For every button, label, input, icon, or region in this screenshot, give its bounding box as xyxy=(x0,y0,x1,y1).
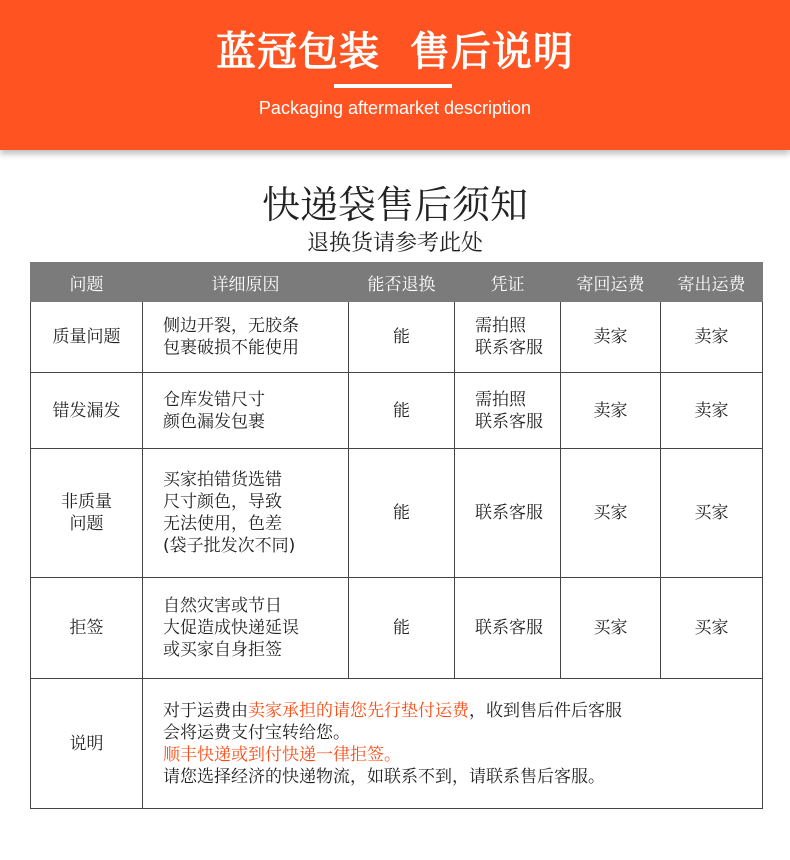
page-title: 快递袋售后须知 xyxy=(261,183,528,227)
table-row xyxy=(31,578,763,679)
returnable-cell: 能 xyxy=(349,449,455,578)
seller-fee-highlight: 卖家承担的请您先行垫付运费 xyxy=(248,700,469,721)
send-fee-cell: 买家 xyxy=(661,578,763,679)
header-reason: 详细原因 xyxy=(143,263,349,302)
proof-cell: 联系客服 xyxy=(455,578,561,679)
send-fee-cell: 买家 xyxy=(661,449,763,578)
header-problem: 问题 xyxy=(31,263,143,302)
page-subtitle: 退换货请参考此处 xyxy=(306,231,483,256)
table-row xyxy=(31,302,763,373)
problem-cell: 非质量 问题 xyxy=(31,449,143,578)
note-label: 说明 xyxy=(31,679,143,809)
reason-cell: 侧边开裂，无胶条 包裹破损不能使用 xyxy=(143,302,349,373)
problem-cell: 错发漏发 xyxy=(31,373,143,449)
banner-underline xyxy=(334,84,452,88)
proof-cell: 联系客服 xyxy=(455,449,561,578)
banner-subtitle: Packaging aftermarket description xyxy=(258,98,532,118)
proof-cell: 需拍照 联系客服 xyxy=(455,373,561,449)
reason-cell: 自然灾害或节日 大促造成快递延误 或买家自身拒签 xyxy=(143,578,349,679)
reason-cell: 买家拍错货选错 尺寸颜色，导致 无法使用，色差 (袋子批发次不同) xyxy=(143,449,349,578)
reason-cell: 仓库发错尺寸 颜色漏发包裹 xyxy=(143,373,349,449)
header-returnable: 能否退换 xyxy=(349,263,455,302)
note-row xyxy=(31,679,763,809)
return-fee-cell: 卖家 xyxy=(561,373,661,449)
header-proof: 凭证 xyxy=(455,263,561,302)
header-banner xyxy=(0,0,790,150)
problem-cell: 拒签 xyxy=(31,578,143,679)
reject-notice: 顺丰快递或到付快递一律拒签。 xyxy=(163,744,401,765)
return-fee-cell: 买家 xyxy=(561,578,661,679)
return-fee-cell: 卖家 xyxy=(561,302,661,373)
table-header-row xyxy=(31,263,763,302)
banner-title: 蓝冠包装 售后说明 xyxy=(216,29,574,75)
note-text: 对于运费由卖家承担的请您先行垫付运费，收到售后件后客服 会将运费支付宝转给您。 顺丰快递或到付快递一律拒签。 请您选择经济的快递物流，如联系不到，请联系售后客服。 xyxy=(143,679,763,809)
header-send-fee: 寄出运费 xyxy=(661,263,763,302)
header-return-fee: 寄回运费 xyxy=(561,263,661,302)
problem-cell: 质量问题 xyxy=(31,302,143,373)
returnable-cell: 能 xyxy=(349,578,455,679)
send-fee-cell: 卖家 xyxy=(661,373,763,449)
table-row xyxy=(31,449,763,578)
returnable-cell: 能 xyxy=(349,373,455,449)
table-row xyxy=(31,373,763,449)
return-fee-cell: 买家 xyxy=(561,449,661,578)
returnable-cell: 能 xyxy=(349,302,455,373)
send-fee-cell: 卖家 xyxy=(661,302,763,373)
proof-cell: 需拍照 联系客服 xyxy=(455,302,561,373)
after-sales-table xyxy=(30,262,763,809)
